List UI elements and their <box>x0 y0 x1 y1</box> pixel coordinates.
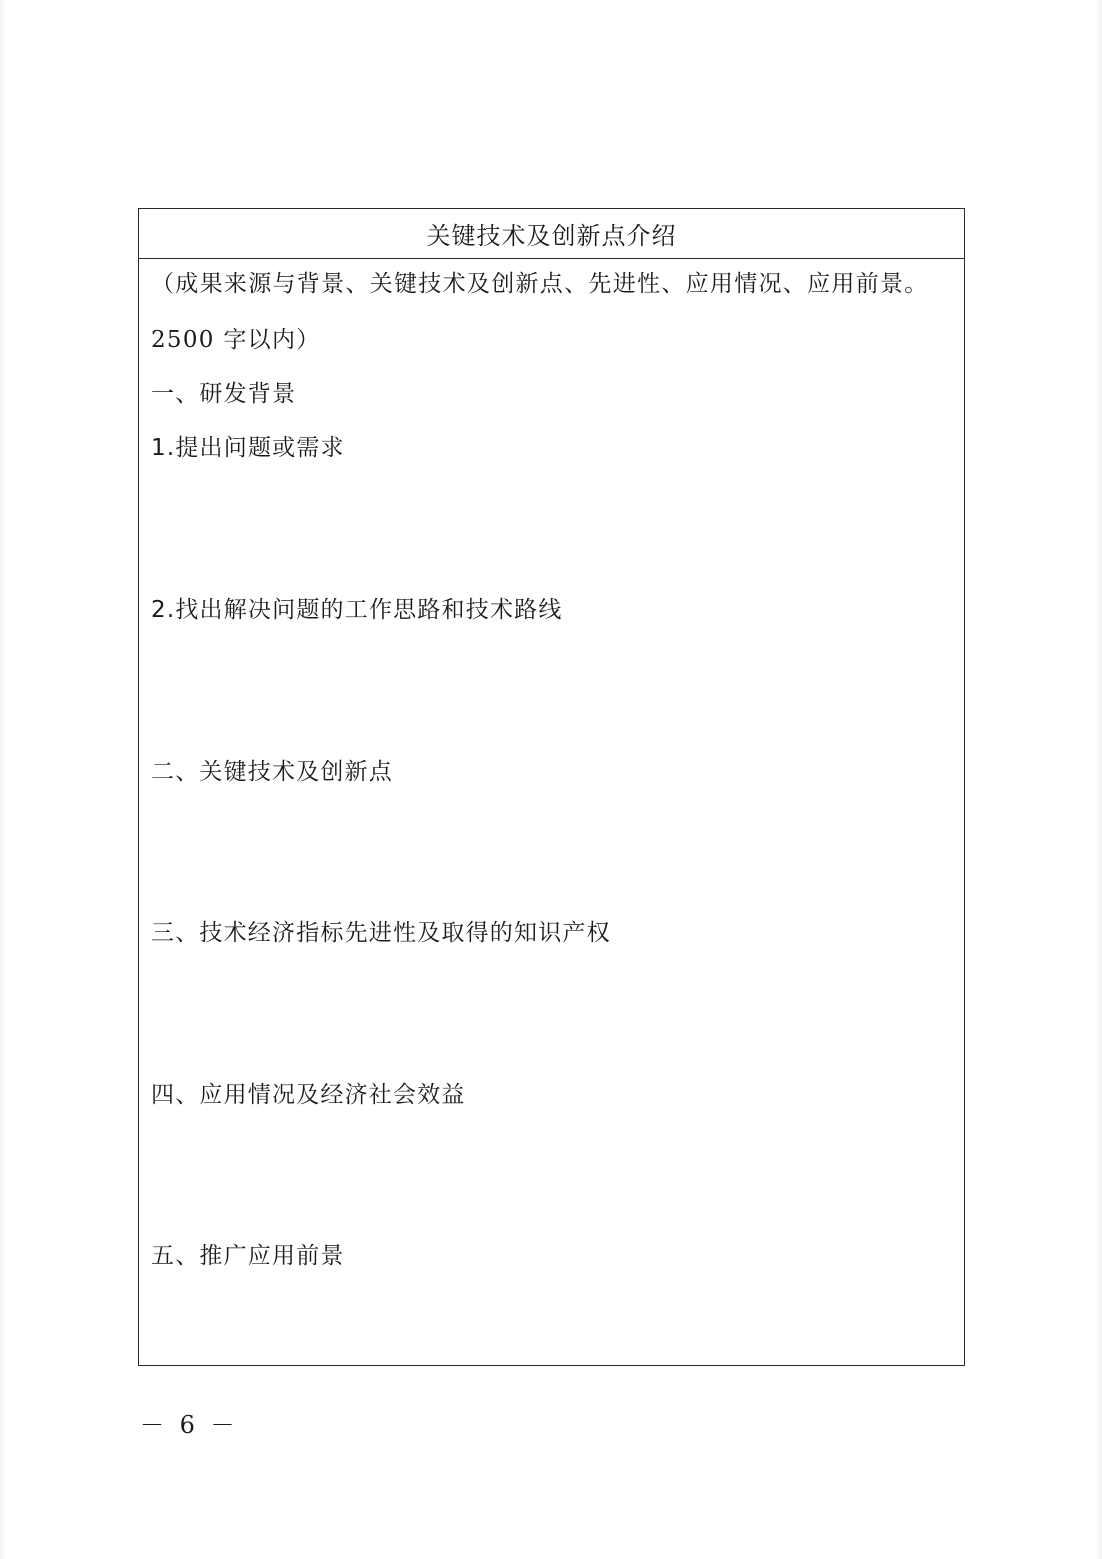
page-number: － 6 － <box>140 1411 239 1439</box>
scan-edge-right <box>1096 0 1102 1559</box>
section-indicators: 三、技术经济指标先进性及取得的知识产权 <box>151 920 611 946</box>
instructions-line-1: （成果来源与背景、关键技术及创新点、先进性、应用情况、应用前景。 <box>151 271 929 297</box>
section-application: 四、应用情况及经济社会效益 <box>151 1082 466 1108</box>
section-key-tech: 二、关键技术及创新点 <box>151 759 393 785</box>
subsection-problem: 1.提出问题或需求 <box>151 435 345 461</box>
table-header: 关键技术及创新点介绍 <box>139 209 964 259</box>
instructions-line-2: 2500 字以内） <box>151 327 321 353</box>
subsection-approach: 2.找出解决问题的工作思路和技术路线 <box>151 597 563 623</box>
section-background: 一、研发背景 <box>151 381 297 407</box>
scan-edge-left <box>0 0 6 1559</box>
section-prospects: 五、推广应用前景 <box>151 1243 345 1269</box>
innovation-table <box>138 208 965 1366</box>
